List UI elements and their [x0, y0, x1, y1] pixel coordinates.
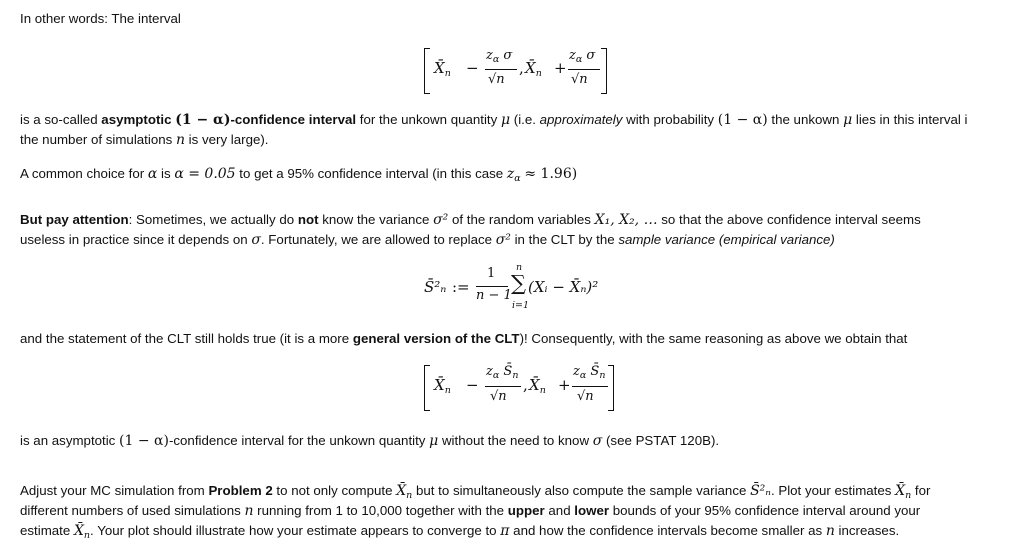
math-mu: μ — [500, 112, 511, 128]
math-xbar: X̄ — [396, 483, 407, 499]
math-alpha-equals: α = 0.05 — [174, 166, 236, 182]
bold-pay-attention: But pay attention — [20, 212, 129, 227]
para6-line3 — [20, 522, 899, 544]
text-span: (i.e. — [510, 112, 540, 127]
math-alpha-sub: α — [514, 173, 521, 184]
math-pi: π — [500, 523, 510, 539]
math-sigma-squared: σ² — [433, 212, 449, 228]
para4-line — [20, 330, 907, 347]
intro-text: In other words: The interval — [20, 11, 181, 26]
xbar-n: $X̄_n$ — [434, 376, 451, 396]
math-z: z — [506, 166, 515, 182]
text-span: . Plot your estimates — [770, 483, 896, 498]
text-span: is — [157, 166, 175, 181]
text-span: . Fortunately, we are allowed to replace — [260, 232, 496, 247]
right-bracket — [608, 365, 614, 411]
sum-bottom: i=1 — [512, 300, 530, 311]
text-span: bounds of your 95% confidence interval around your — [609, 503, 921, 518]
text-span: Adjust your MC simulation from — [20, 483, 209, 498]
numerator-z-alpha-sbar-2: $z_\alpha$ $S̄_n$ — [573, 364, 606, 381]
text-span: and the statement of the CLT still holds true (it is a more — [20, 331, 353, 346]
intro-line — [20, 10, 181, 27]
math-n: n — [175, 132, 185, 148]
plus-sign: + — [554, 59, 567, 77]
text-span: running from 1 to 10,000 together with the — [253, 503, 508, 518]
fraction-bar-2 — [568, 69, 600, 70]
para3-line1 — [20, 211, 921, 229]
para6-line1 — [20, 482, 930, 504]
italic-approximately: approximately — [539, 112, 623, 127]
text-span: for the unkown quantity — [356, 112, 501, 127]
sum-top: n — [516, 262, 523, 273]
text-span: A common choice for — [20, 166, 148, 181]
math-alpha: α — [147, 166, 158, 182]
math-sigma-squared: σ² — [495, 232, 511, 248]
fraction-bar-4 — [485, 386, 521, 387]
math-x-sequence: X₁, X₂, … — [594, 212, 658, 228]
denominator-n-minus-1: n − 1 — [476, 288, 512, 303]
math-xbar: X̄ — [73, 523, 84, 539]
bold-upper: upper — [507, 503, 545, 518]
bold-asymptotic: asymptotic — [101, 112, 172, 127]
sbar-sq-n: S̄²ₙ — [424, 278, 447, 296]
text-span: 1.96) — [536, 166, 578, 182]
text-span: and how the confidence intervals become smaller as — [509, 523, 826, 538]
bold-lower: lower — [574, 503, 610, 518]
numerator-one: 1 — [487, 266, 496, 281]
bold-not: not — [297, 212, 319, 227]
text-span: know the variance — [318, 212, 434, 227]
para6-line2 — [20, 502, 920, 520]
fraction-bar-5 — [572, 386, 608, 387]
text-span: -confidence interval for the unkown quantity — [168, 433, 430, 448]
math-mu: μ — [843, 112, 853, 128]
comma: , — [523, 376, 528, 394]
denominator-sqrt-n-2: √n — [577, 389, 594, 404]
math-xbar: X̄ — [895, 483, 906, 499]
math-mu: μ — [429, 433, 439, 449]
text-span: the number of simulations — [20, 132, 176, 147]
math-one-minus-alpha: (1 − α) — [175, 112, 231, 128]
interval-formula-sigma — [424, 46, 604, 96]
para1-line1 — [20, 111, 968, 129]
para1-line2 — [20, 131, 268, 149]
left-bracket — [424, 48, 430, 94]
bold-general-version: general version of the CLT — [352, 331, 520, 346]
text-span: to not only compute — [272, 483, 397, 498]
text-span: lies in this interval i — [852, 112, 968, 127]
left-bracket — [424, 365, 430, 411]
summand: (Xᵢ − X̄ₙ)² — [528, 278, 599, 296]
text-span: is very large). — [184, 132, 269, 147]
numerator-z-alpha-sigma: $z_\alpha$ σ — [486, 48, 513, 65]
text-span: with probability — [622, 112, 718, 127]
text-span: useless in practice since it depends on — [20, 232, 252, 247]
text-span: estimate — [20, 523, 74, 538]
text-span: of the random variables — [448, 212, 595, 227]
numerator-z-alpha-sigma-2: $z_\alpha$ σ — [569, 48, 596, 65]
minus-sign: − — [466, 59, 479, 77]
math-sigma: σ — [251, 232, 261, 248]
math-sbar-sq-n: S̄²ₙ — [750, 483, 771, 499]
math-one-minus-alpha: (1 − α) — [119, 433, 169, 449]
comma: , — [519, 59, 524, 77]
fraction-bar-3 — [476, 286, 508, 287]
math-n: n — [825, 523, 835, 539]
para5-line — [20, 432, 719, 450]
math-n-sub: n — [406, 490, 413, 501]
math-one-minus-alpha: (1 − α) — [717, 112, 768, 128]
text-span: )! Consequently, with the same reasoning as above we obtain that — [519, 331, 908, 346]
text-span: in the CLT by the — [510, 232, 619, 247]
para3-line2 — [20, 231, 835, 249]
text-span: and — [544, 503, 575, 518]
plus-sign: + — [558, 376, 571, 394]
math-n: n — [244, 503, 254, 519]
right-bracket — [601, 48, 607, 94]
text-span: so that the above confidence interval seems — [657, 212, 921, 227]
math-approx: ≈ — [524, 166, 537, 182]
text-span: (see PSTAT 120B). — [602, 433, 720, 448]
text-span: the unkown — [767, 112, 844, 127]
text-span: to get a 95% confidence interval (in this case — [235, 166, 507, 181]
fraction-bar — [485, 69, 517, 70]
text-span: . Your plot should illustrate how your estimate appears to converge to — [90, 523, 501, 538]
text-span: is an asymptotic — [20, 433, 120, 448]
text-span: but to simultaneously also compute the sample variance — [412, 483, 751, 498]
denominator-sqrt-n: √n — [488, 72, 505, 87]
text-span: for — [911, 483, 931, 498]
text-span: : Sometimes, we actually do — [128, 212, 298, 227]
sample-variance-formula — [424, 264, 624, 316]
denominator-sqrt-n-2: √n — [571, 72, 588, 87]
math-n-sub: n — [905, 490, 912, 501]
numerator-z-alpha-sbar: $z_\alpha$ $S̄_n$ — [486, 364, 519, 381]
define-sign: := — [452, 278, 470, 296]
denominator-sqrt-n: √n — [490, 389, 507, 404]
text-span: without the need to know — [438, 433, 593, 448]
sum-symbol: ∑ — [511, 271, 526, 295]
italic-sample-variance: sample variance (empirical variance) — [618, 232, 835, 247]
text-span: is a so-called — [20, 112, 102, 127]
text-span: different numbers of used simulations — [20, 503, 245, 518]
math-sigma: σ — [592, 433, 603, 449]
bold-problem-2: Problem 2 — [208, 483, 273, 498]
bold-confidence-interval: -confidence interval — [230, 112, 357, 127]
minus-sign: − — [466, 376, 479, 394]
interval-formula-sbar — [424, 362, 614, 414]
xbar-n-2: $X̄_n$ — [525, 59, 542, 79]
xbar-n: $X̄_n$ — [434, 59, 451, 79]
para2-line — [20, 165, 577, 187]
math-n-sub: n — [83, 530, 91, 541]
text-span: increases. — [834, 523, 900, 538]
xbar-n-2: $X̄_n$ — [529, 376, 546, 396]
